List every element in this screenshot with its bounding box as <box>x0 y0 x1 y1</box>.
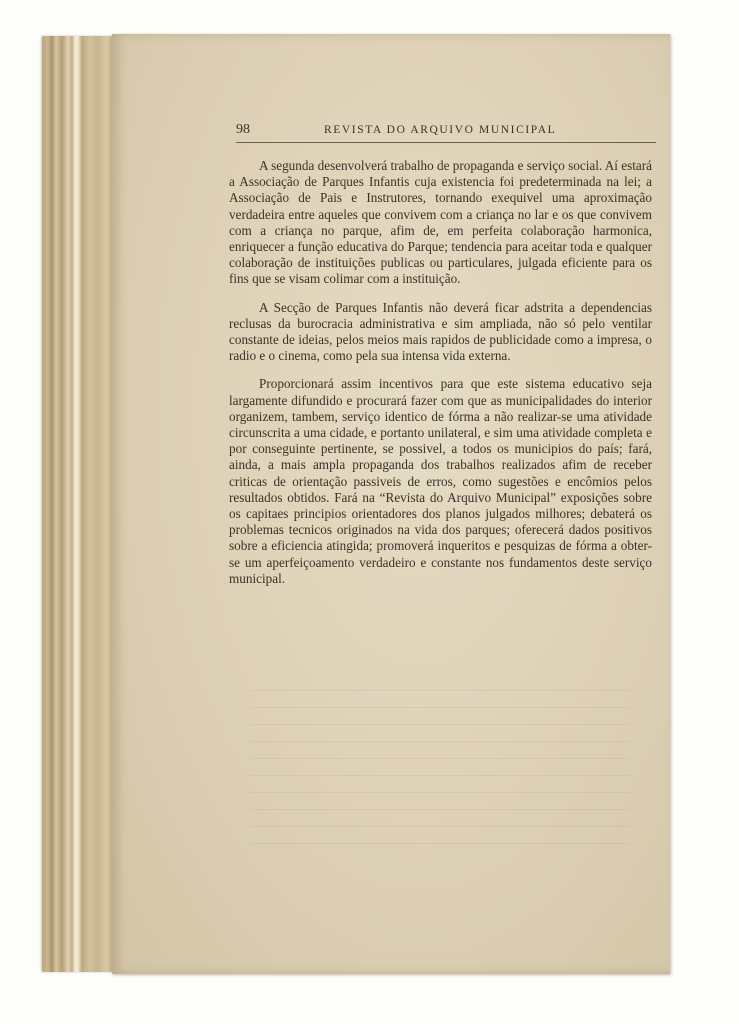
book-page-edges <box>42 36 122 972</box>
body-text <box>229 158 652 599</box>
paragraph-2: A Secção de Parques Infantis não deverá ficar adstrita a dependencias reclusas da burocracia administrativa e sim ampliada, não só pelo ventilar constante de ideias, pelos meios mais rapidos de publicidade como a impresa, o radio e o cinema, como pela sua intensa vida externa. <box>229 299 652 364</box>
paragraph-3: Proporcionará assim incentivos para que este sistema educativo seja largamente difundido e procurará fazer com que as municipalidades do interior organizem, tambem, serviço identico de fórma a não realizar-se uma atividade circunscrita a uma cidade, e portanto unilateral, e sim uma atividade completa e por conseguinte pertinente, se possivel, a todos os municipios do país; fará, ainda, a mais ampla propaganda dos trabalhos realizados afim de receber criticas de orientação passiveis de erros, como sugestões e encômios pelos resultados obtidos. Fará na “Revista do Arquivo Municipal” exposições sobre os capitaes principios orientadores dos planos julgados milhores; debaterá os problemas tecnicos originados na vida dos parques; oferecerá dados positivos sobre a eficiencia atingida; promoverá inqueritos e pesquizas de fórma a obter-se um aperfeiçoamento verdadeiro e constante nos fundamentos deste serviço municipal. <box>229 376 652 586</box>
running-title: REVISTA DO ARQUIVO MUNICIPAL <box>324 124 557 136</box>
bleed-through-text <box>250 690 630 850</box>
paragraph-1: A segunda desenvolverá trabalho de propaganda e serviço social. Aí estará a Associação de Parques Infantis cuja existencia foi predeterminada na lei; a Associação de Pais e Instrutores, tornando exequivel uma aproximação verdadeira entre aqueles que convivem com a criança no lar e os que convivem com a criança no parque, afim de, em perfeita colaboração harmonica, enriquecer a função educativa do Parque; tendencia para aceitar toda e qualquer colaboração de instituições publicas ou particulares, julgada eficiente para os fins que se visam colimar com a instituição. <box>229 158 652 287</box>
page-header <box>236 120 656 143</box>
page-number: 98 <box>236 122 250 137</box>
